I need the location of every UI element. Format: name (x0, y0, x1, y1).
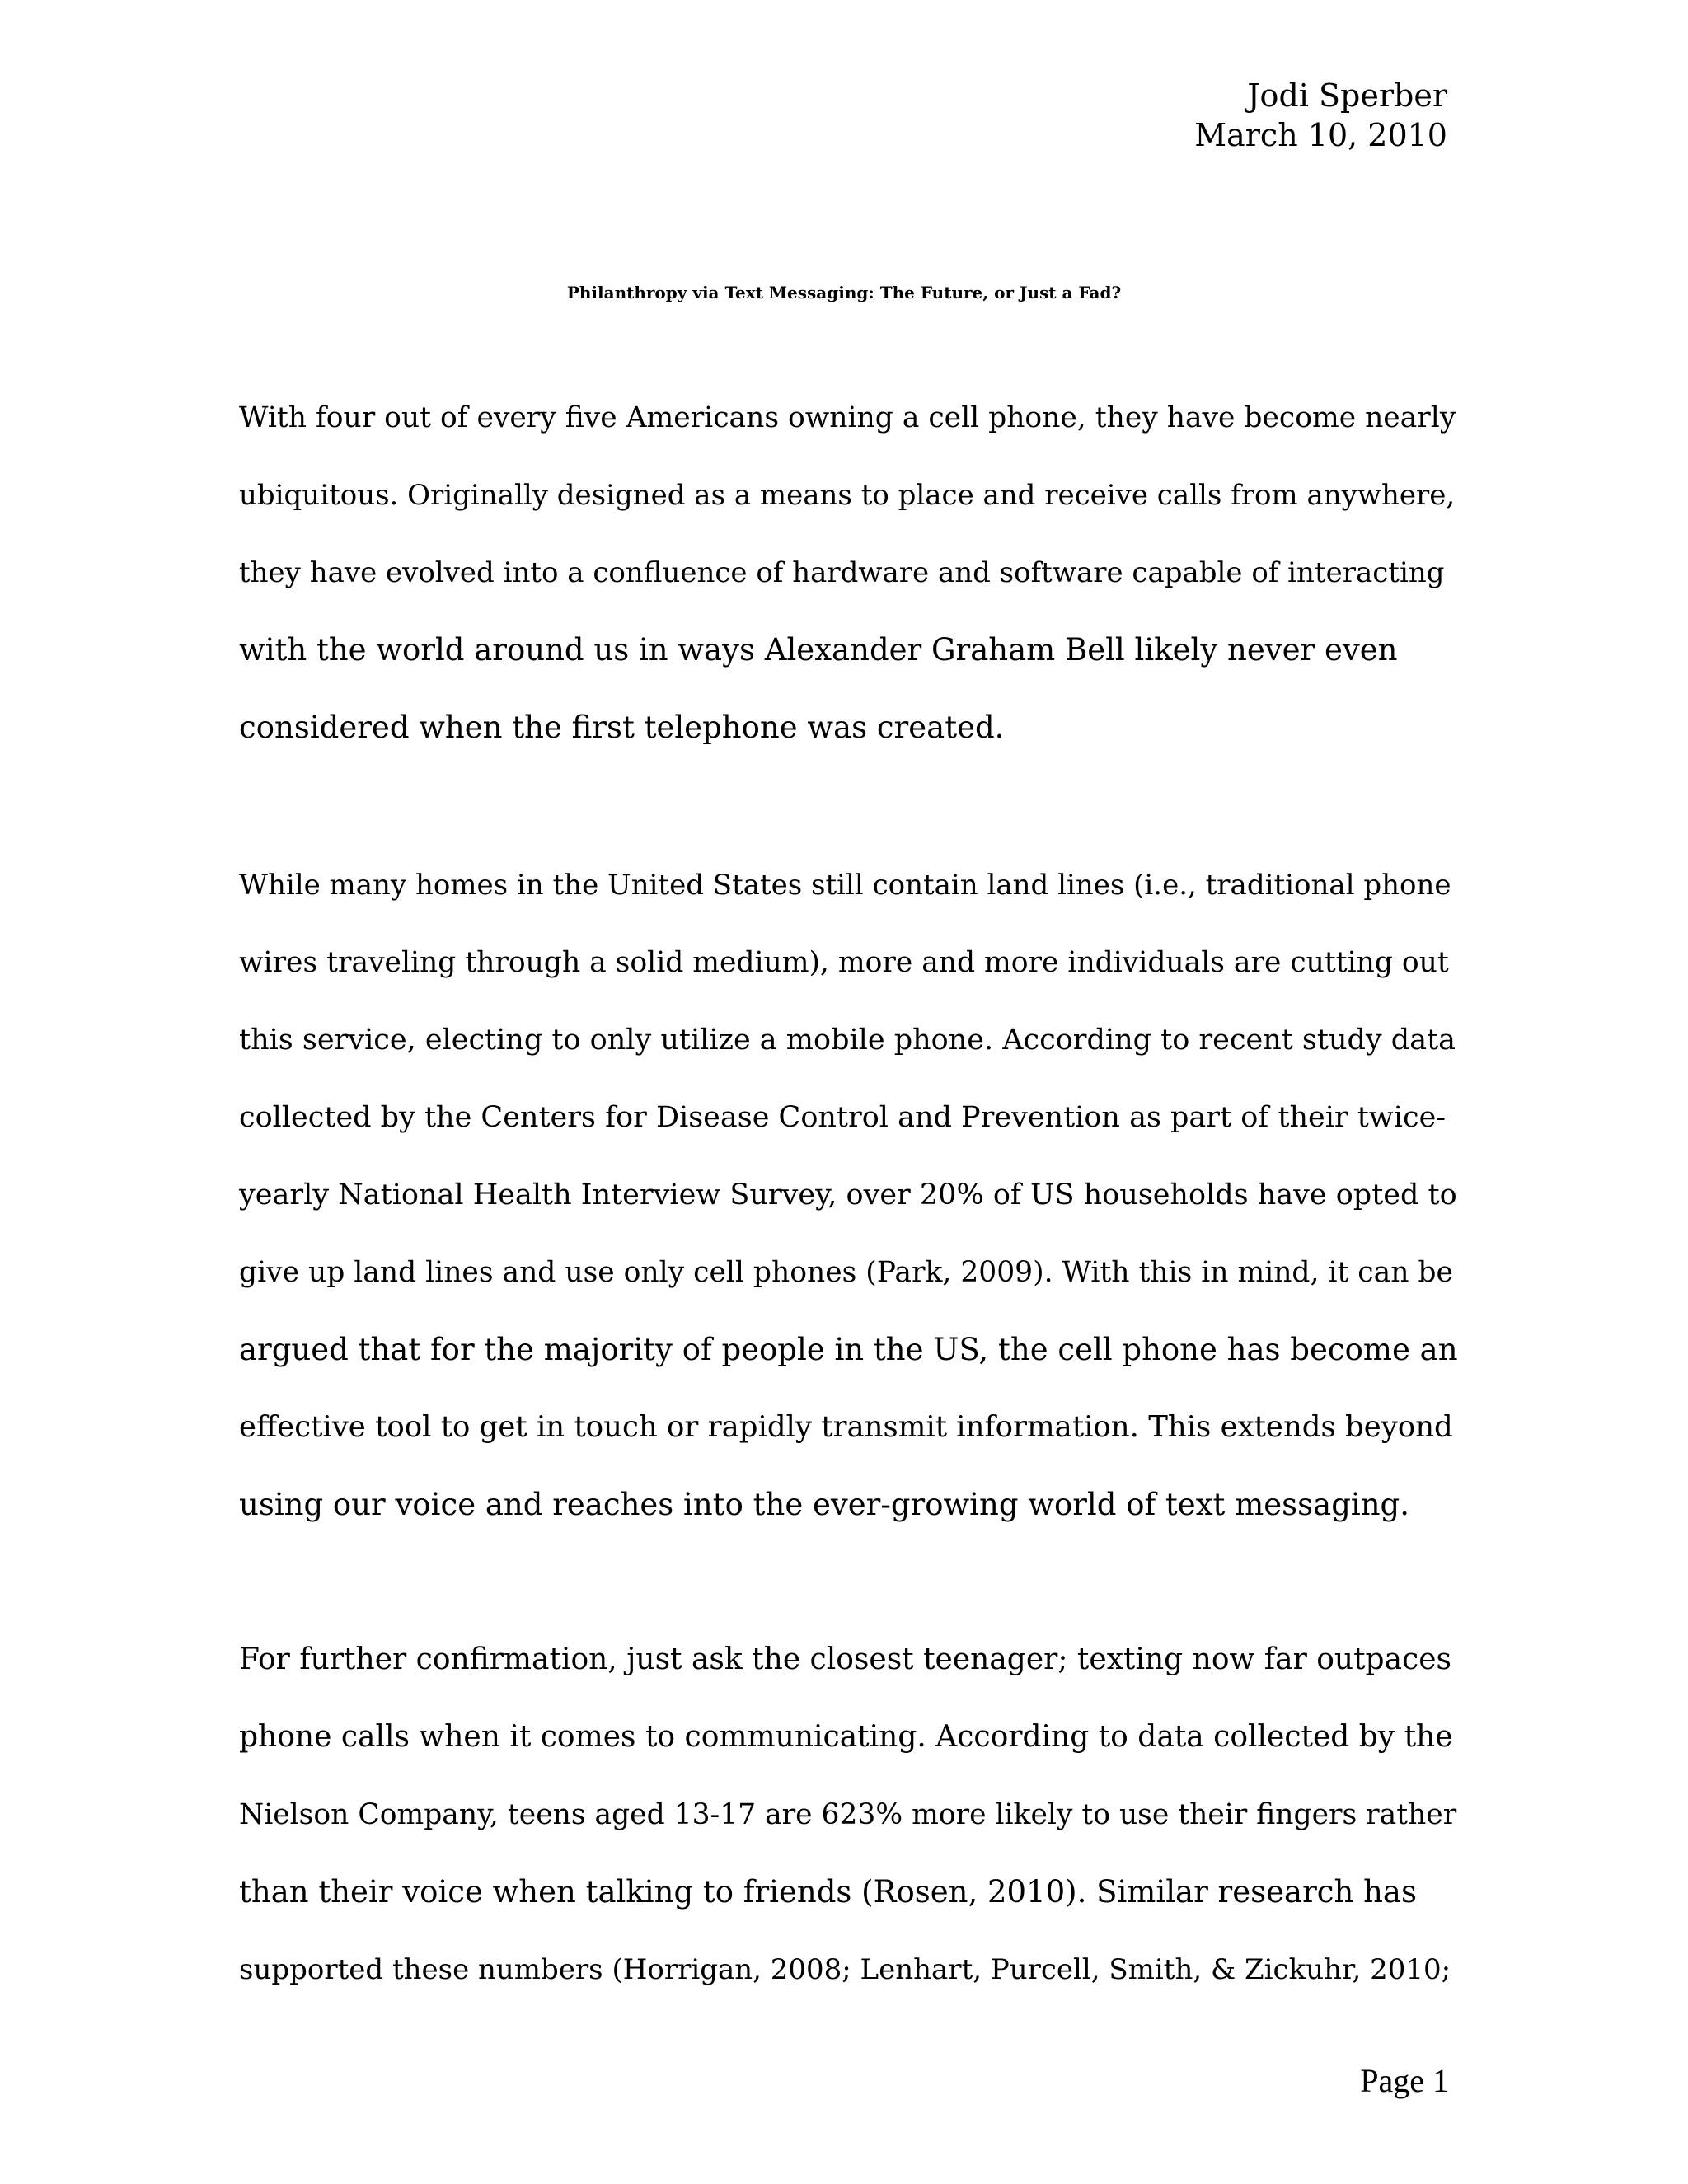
paragraph-3 (239, 1640, 1459, 2027)
paragraph-line: collected by the Centers for Disease Control and Prevention as part of their twice- (239, 1101, 1447, 1134)
paragraph-line: For further confirmation, just ask the closest teenager; texting now far outpaces (239, 1643, 1451, 1676)
paragraph-2 (239, 865, 1459, 1563)
document-date: March 10, 2010 (1194, 117, 1447, 153)
author-date-header (1194, 76, 1447, 155)
paragraph-line: ubiquitous. Originally designed as a means to place and receive calls from anywhere, (239, 479, 1456, 512)
paragraph-line: supported these numbers (Horrigan, 2008; Lenhart, Purcell, Smith, & Zickuhr, 2010; (239, 1953, 1451, 1986)
paragraph-line: effective tool to get in touch or rapidly transmit information. This extends beyond (239, 1410, 1453, 1444)
paragraph-line: With four out of every five Americans owning a cell phone, they have become nearly (239, 401, 1456, 434)
document-title: Philanthropy via Text Messaging: The Future, or Just a Fad? (566, 283, 1122, 302)
paragraph-line: Nielson Company, teens aged 13-17 are 623% more likely to use their fingers rather (239, 1798, 1457, 1831)
paragraph-line: using our voice and reaches into the ever-growing world of text messaging. (239, 1487, 1410, 1522)
paragraph-line: than their voice when talking to friends (Rosen, 2010). Similar research has (239, 1874, 1417, 1910)
paragraph-line: wires traveling through a solid medium), more and more individuals are cutting out (239, 946, 1449, 979)
paragraph-line: this service, electing to only utilize a mobile phone. According to recent study data (239, 1024, 1456, 1057)
paragraph-line: yearly National Health Interview Survey, over 20% of US households have opted to (239, 1179, 1457, 1212)
paragraph-line: they have evolved into a confluence of hardware and software capable of interacting (239, 556, 1445, 589)
page-number: Page 1 (1360, 2062, 1449, 2099)
paragraph-line: with the world around us in ways Alexander Graham Bell likely never even (239, 632, 1398, 668)
paragraph-line: While many homes in the United States still contain land lines (i.e., traditional phone (239, 869, 1451, 902)
paragraph-1 (239, 398, 1459, 785)
paragraph-line: considered when the first telephone was created. (239, 710, 1005, 745)
paragraph-line: phone calls when it comes to communicating. According to data collected by the (239, 1720, 1453, 1754)
paragraph-line: argued that for the majority of people in the US, the cell phone has become an (239, 1332, 1458, 1367)
paragraph-line: give up land lines and use only cell phones (Park, 2009). With this in mind, it can be (239, 1256, 1453, 1289)
author-name: Jodi Sperber (1247, 77, 1447, 114)
